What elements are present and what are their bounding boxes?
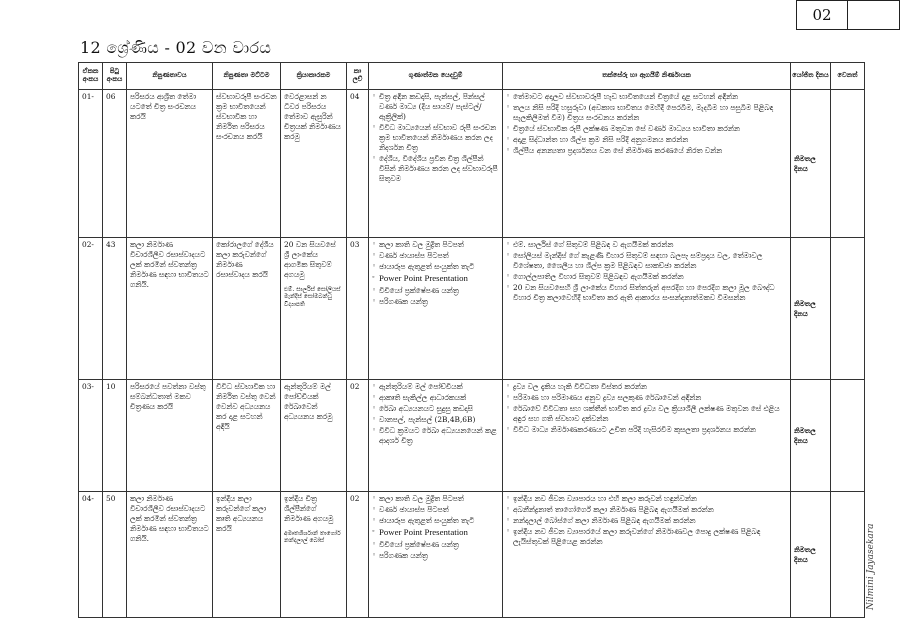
- page-number-blank: [848, 0, 900, 30]
- cell-periods: 03: [347, 238, 369, 380]
- list-item: ◦ වර්ණ ඡායාස්ප පිටපත්: [372, 251, 499, 261]
- activity-text: 20 වන සියවසේ ශ්‍රී ලාංකේය ආගමික සිතුවම් අගයමු: [284, 240, 336, 279]
- cell-competency: පරිසරයේ පවත්නා වස්තු සම්බන්ධතාත් මකව චිත්‍රණය කරයි: [127, 380, 213, 492]
- cell-assessment: [503, 380, 791, 492]
- table-row: [79, 90, 865, 238]
- list-item: ◦ ද්‍රව්‍ය වල දැකිය හැකි විවිධතා විස්තර කරන්න: [506, 382, 787, 392]
- list-item: ◦ චිත්‍ර අඳින කඩදාසි, පැන්සල්, පින්සල් වර්ණ මාධ්‍ය (දිය සායම්/ පැස්ටල්/ ඇක්‍රිලික්): [372, 92, 499, 122]
- list-item: ◦ Power Point Presentation: [372, 527, 499, 539]
- cell-competency-level: කෝරාලගේ දේශීය කලා කරුවන්ගේ නිර්මාණ රසාස්වාදය කරයි: [213, 238, 281, 380]
- table-row: [79, 380, 865, 492]
- cell-unit: 01-: [79, 90, 103, 238]
- list-item: ◦ අබනීන්ද්‍රනාත් තාගෝර්ගේ කලා නිර්මාණ පිළිබඳ ඇගයීමක් කරන්න: [506, 505, 787, 515]
- list-item: ◦ පරිගණක යන්ත්‍ර: [372, 551, 499, 561]
- header-periods: කා ලච්: [347, 63, 369, 90]
- list-item: ◦ ඉන්දීය නව ජීවන ව්‍යාපාරය හා එහි කලා කරුවන් හඳුන්වන්න: [506, 494, 787, 504]
- cell-quality-inputs: [369, 380, 503, 492]
- list-item: ◦ දේශීය, විදේශීය ප්‍රවීන චිත්‍ර ශිල්පීන් විසින් නිර්මාණය කරන ලද ස්වභාවරූපී සිතුවම: [372, 154, 499, 184]
- header-activity: ක්‍රියාකාරකම: [281, 63, 347, 90]
- cell-date: නිමතල දිනය: [791, 492, 831, 618]
- cell-competency-level: විවිධ ස්වභාවික හා නිර්මිත වස්තු වෙන් වෙන්ව අධ්‍යයනය කර දළ සටහන් අඳියි: [213, 380, 281, 492]
- table-header-row: [79, 63, 865, 90]
- cell-unit: 02-: [79, 238, 103, 380]
- list-item: ◦ සෝලියස් මැන්දිස් ගේ කැළණි විහාර සිතුවම් සඳහා බලපෑ සම්ප්‍රදාය වල, තේමාවල විශේෂතා, ශෛලීය හා ශිල්ප ක්‍රම පිළිබඳව සාකච්ඡා කරන්න: [506, 251, 787, 271]
- activity-note: එම්. සාර්ලිස් සෝලියස් මැන්දිස් සෝමබන්ධු විද්‍යාපති: [284, 285, 341, 308]
- cell-periods: 02: [347, 380, 369, 492]
- cell-competency: කලා නිර්මාණ විචාරශීලීව රසාස්වාදයට ලක් කරමින් ස්වතන්ත්‍ර නිර්මාණ සඳහා භාවිතයට ගනියි.: [127, 238, 213, 380]
- cell-periods: 04: [347, 90, 369, 238]
- table-row: [79, 492, 865, 618]
- list-item: ◦ ඇන්තූරියම් මල් පෝච්චියක්: [372, 382, 499, 392]
- activity-text: ඉන්දීය චිත්‍ර ශිල්පීන්ගේ නිර්මාණ අගයමු: [284, 494, 334, 523]
- header-quality-inputs: ගුණාත්මක යෙදවුම්: [369, 63, 503, 90]
- cell-lesson: 10: [103, 380, 127, 492]
- cell-unit: 03-: [79, 380, 103, 492]
- list-item: ◦ විචියෝ ප්‍රක්ෂේපණ යන්ත්‍ර: [372, 286, 499, 296]
- list-item: ◦ චිත්‍රයේ ස්වභාවික රූපී ලක්ෂණ මතුවන සේ වර්ණ මාධ්‍යය භාවිතා කරන්න: [506, 124, 787, 134]
- header-unit: ඒකක අංකය: [79, 63, 103, 90]
- cell-lesson: 43: [103, 238, 127, 380]
- cell-competency-level: ස්වභාවරූපී සංරචන ක්‍රම භාවිතයෙන් ස්වභාවික හා නිර්මිත පරිසරය සංරචනය කරයි: [213, 90, 281, 238]
- list-item: ◦ ඡායාරූප ඇතුළත් සංයුක්ත තැටි: [372, 262, 499, 272]
- header-lesson: පිටු අංකය: [103, 63, 127, 90]
- activity-text: වෙරළාසන් න ධීවර පරිසරය තේමාව ඇසුරින් චිත්‍රයක් නිර්මාණය කරමු: [284, 92, 341, 141]
- activity-note: අමෘතශීර්ශාන් තාගෝර් නන්දලාල් බෝස්: [284, 529, 341, 545]
- page-title: 12 ශ්‍රේණිය - 02 වන වාරය: [80, 38, 272, 57]
- cell-activity: [281, 492, 347, 618]
- cell-lesson: 06: [103, 90, 127, 238]
- signature-text: Nilmini Jayasekara: [866, 523, 876, 610]
- header-date: යෝජිත දිනය: [791, 63, 831, 90]
- cell-activity: [281, 90, 347, 238]
- list-item: ◦ කලා කාති වල මුද්‍රිත පිටපත්: [372, 494, 499, 504]
- cell-quality-inputs: [369, 492, 503, 618]
- header-competency-level: නිපුණතා මට්ටම: [213, 63, 281, 90]
- list-item: ◦ තලය නිසි පරිදි හසුරුවා (අවකාශ භාවිතය මෙහිදී පෙරබිම, මැදබිම හා පසුබිම පිළිබඳ සැලකිලිමත් වීම) චිත්‍රය සංරචනය කරන්න: [506, 103, 787, 123]
- cell-competency-level: ඉන්දීය කලා කරුවන්ගේ කලා කෘති අධ්‍යයනය කරයි: [213, 492, 281, 618]
- list-item: ◦ වානපල්, පැන්සල් (2B,4B,6B): [372, 415, 499, 425]
- list-item: ◦ නන්දලාල් බෝස්ගේ කලා නිර්මාණ පිළිබඳ ඇගයීමක් කරන්න: [506, 516, 787, 526]
- header-remarks: වෙනත්: [831, 63, 865, 90]
- cell-activity: [281, 238, 347, 380]
- list-item: ◦ ඡායාරූප ඇතුළත් සංයුක්ත තැටි: [372, 516, 499, 526]
- page-number-box: [796, 0, 900, 30]
- list-item: ◦ විවිධ මාධ්‍යයෙන් ස්වභාව රූපී සංරචන ක්‍රම භාවිතයෙන් නිර්මාණය කරන ලද නිදර්ශන චිත්‍ර: [372, 123, 499, 153]
- header-competency: නිපුණතාවය: [127, 63, 213, 90]
- cell-assessment: [503, 492, 791, 618]
- page-number: 02: [796, 0, 848, 30]
- cell-assessment: [503, 90, 791, 238]
- cell-periods: 02: [347, 492, 369, 618]
- cell-remarks: [831, 380, 865, 492]
- activity-text: ඇන්තූරියම් මල් පෝච්චියක් රේඛාවෙන් අධ්‍යයනය කරමු: [284, 382, 333, 421]
- list-item: ◦ පරිගණක යන්ත්‍ර: [372, 297, 499, 307]
- cell-remarks: [831, 238, 865, 380]
- lesson-plan-table: [78, 62, 865, 618]
- table-row: [79, 238, 865, 380]
- list-item: ◦ පරිමාණ හා පරිමාණය අනුව ද්‍රව්‍ය සලකුණ රේඛාවෙන් අඳින්න: [506, 393, 787, 403]
- list-item: ◦ රේඛා අධ්‍යයනයට සුදුසු කඩදාසි: [372, 404, 499, 414]
- cell-quality-inputs: [369, 90, 503, 238]
- cell-unit: 04-: [79, 492, 103, 618]
- cell-lesson: 50: [103, 492, 127, 618]
- list-item: ◦ විවිධ මාධ්‍ය නිර්මාණකරණයට උචිත පරිදි හැසිරවීම කුසලතා ප්‍රදර්ශනය කරන්න: [506, 425, 787, 435]
- list-item: ◦ ඉන්දීය නව ජීවන ව්‍යාපාරයේ කලා කරුවන්ගේ නිර්මාණවල පොදු ලක්ෂණ පිළිබඳ ලැයිස්තුවක් පිළියෙළ කරන්න: [506, 527, 787, 547]
- list-item: ◦ ආකෘති සැකිල්ල ආධාරකයක්: [372, 393, 499, 403]
- list-item: ◦ රේඛාවේ විවිධතා සහ ශක්තීන් භාවිත කර ද්‍රව්‍ය වල ක්‍රියාශීලී ලක්ෂණ මතුවන සේ එළිය අඳුර සහ ගති ස්වභාව දක්වන්න: [506, 404, 787, 424]
- cell-competency: පරිසරය ආශ්‍රිත තේමා යටතේ චිත්‍ර සංරචනය කරයි: [127, 90, 213, 238]
- cell-remarks: [831, 492, 865, 618]
- list-item: ◦ විචියෝ ප්‍රක්ෂේපණ යන්ත්‍ර: [372, 540, 499, 550]
- list-item: ◦ එම්. සාර්ලිස් ගේ සිතුවම් පිළිබඳ ව ඇගයීමක් කරන්න: [506, 240, 787, 250]
- cell-activity: [281, 380, 347, 492]
- list-item: ◦ වර්ණ ඡායාස්ප පිටපත්: [372, 505, 499, 515]
- list-item: ◦ ගොල්ලපාතිල විහාර සිතුවම් පිළිබඳව ඇගයීමක් කරන්න: [506, 272, 787, 282]
- list-item: ◦ කලා කාති වල මුද්‍රිත පිටපත්: [372, 240, 499, 250]
- list-item: ◦ ශිල්පීය අනන්‍යතා ප්‍රදර්ශනය වන සේ නිර්මාණ කරණයේ නිරත වන්න: [506, 146, 787, 156]
- cell-date: නිමතල දිනය: [791, 90, 831, 238]
- cell-quality-inputs: [369, 238, 503, 380]
- header-assessment: තක්සේරු හා ඇගයීම් නිර්ණායක: [503, 63, 791, 90]
- list-item: ◦ විවිධ ක්‍රමයට රේඛා අධ්‍යයනයෙන් කළ ආදර්ශ චිත්‍ර: [372, 426, 499, 446]
- cell-assessment: [503, 238, 791, 380]
- cell-competency: කලා නිර්මාණ විචාරශීලීව රසාස්වාදයට ලක් කරමින් ස්වතන්ත්‍ර නිර්මාණ සඳහා භාවිතයට ගනියි.: [127, 492, 213, 618]
- cell-date: නිමතල දිනය: [791, 238, 831, 380]
- list-item: ◦ තේමාවට අදාලව ස්වභාවරූපී හැඩ භාවිතයෙන් චිත්‍රයේ දළ සටහන් අඳින්න: [506, 92, 787, 102]
- list-item: ◦ අදාළ සිද්ධාන්ත හා ශිල්ප ක්‍රම නිසි පරිදි අනුගමනය කරන්න: [506, 135, 787, 145]
- list-item: ◦ 20 වන සියවසෙහි ශ්‍රී ලාංකේය විහාර සිත්තරුන් අපරදිග හා පෙරදිග කලා මූල බෞද්ධ විහාර චිත්‍ර කලාවෙහිදී භාවිතා කර ඇති ආකාරය සංසන්දනාත්මකව විමසන්න: [506, 283, 787, 303]
- cell-remarks: [831, 90, 865, 238]
- cell-date: නිමතල දිනය: [791, 380, 831, 492]
- list-item: ◦ Power Point Presentation: [372, 273, 499, 285]
- signature: [866, 470, 892, 610]
